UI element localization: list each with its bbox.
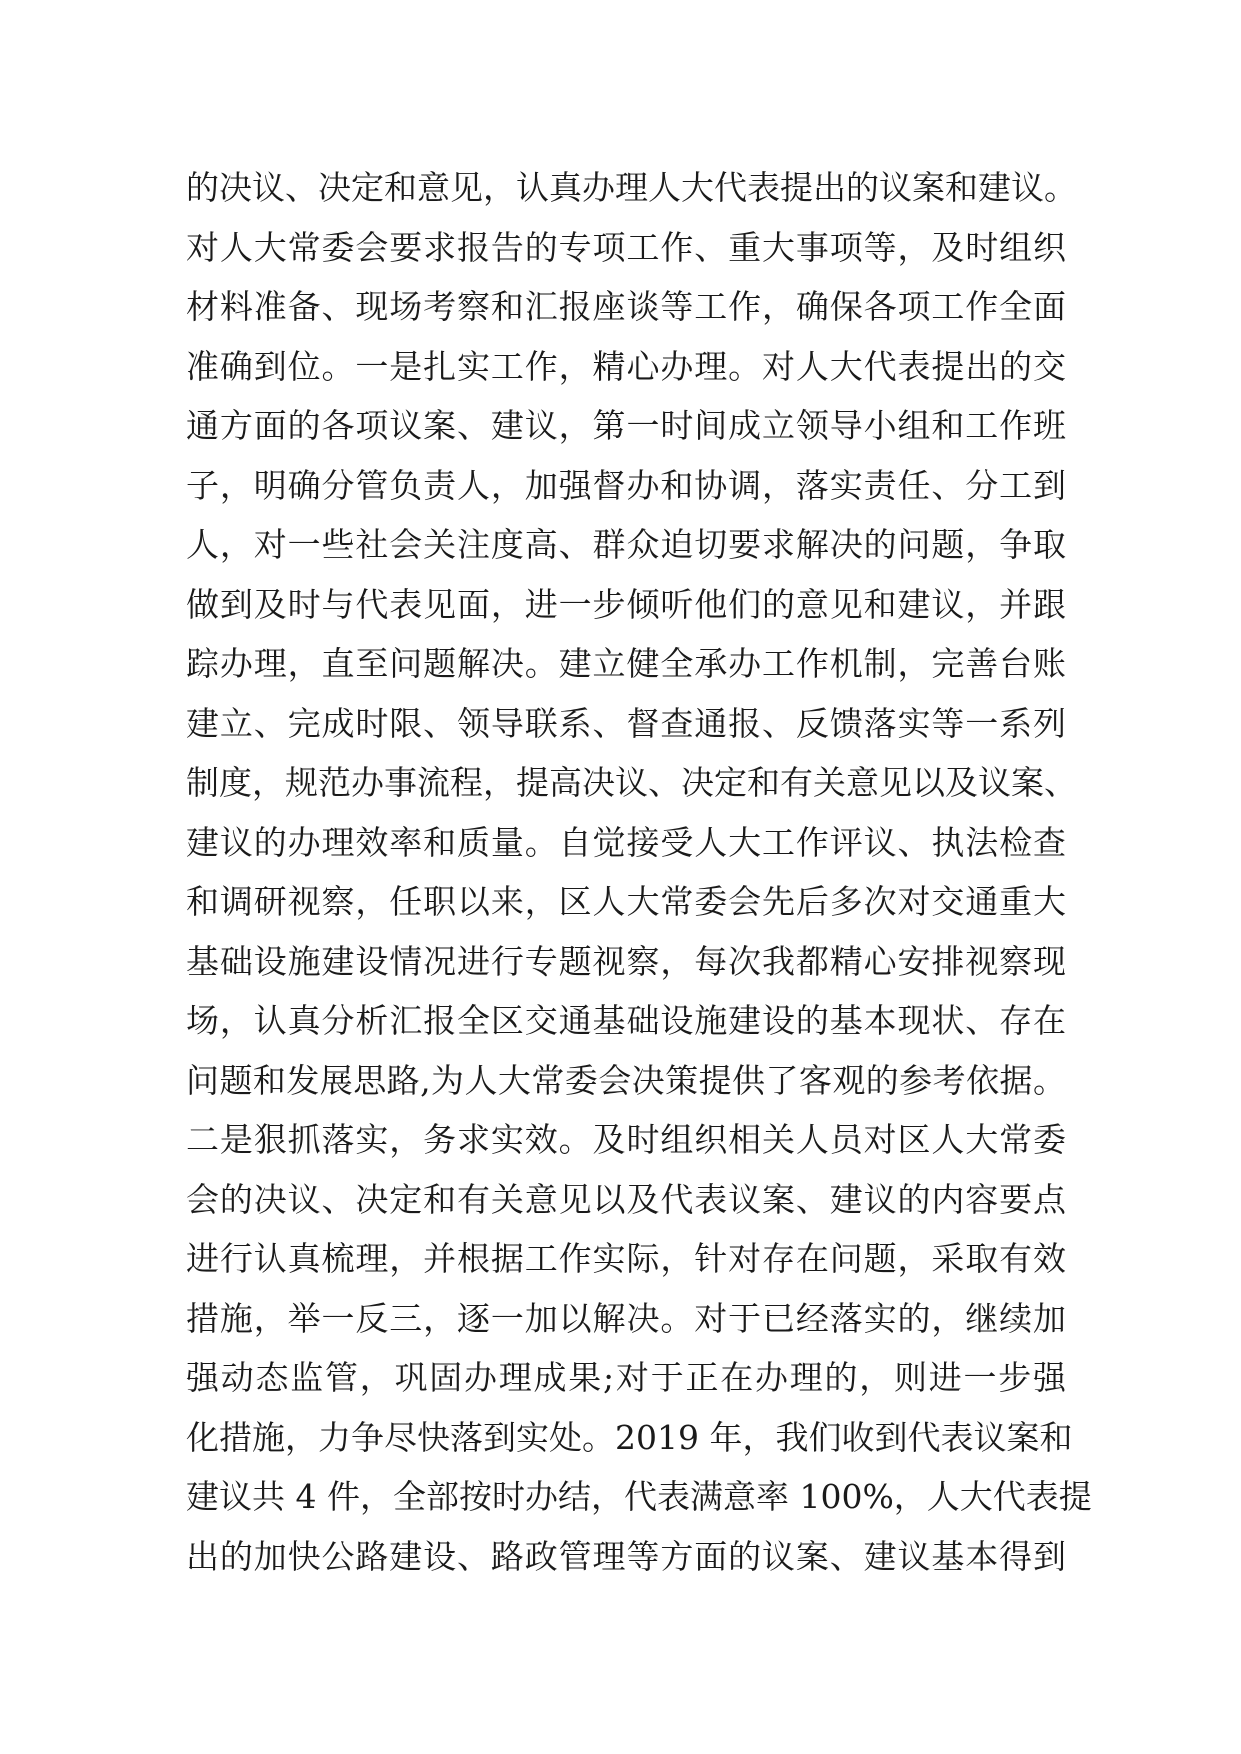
text-line: 建议共 4 件，全部按时办结，代表满意率 100%，人大代表提 bbox=[186, 1477, 1092, 1516]
text-line: 场，认真分析汇报全区交通基础设施建设的基本现状、存在 bbox=[186, 1001, 1066, 1040]
text-line: 材料准备、现场考察和汇报座谈等工作，确保各项工作全面 bbox=[186, 287, 1066, 326]
text-line: 准确到位。一是扎实工作，精心办理。对人大代表提出的交 bbox=[186, 346, 1066, 386]
text-line: 人，对一些社会关注度高、群众迫切要求解决的问题，争取 bbox=[186, 525, 1066, 564]
text-line: 问题和发展思路,为人大常委会决策提供了客观的参考依据。 bbox=[186, 1060, 1066, 1100]
text-line: 对人大常委会要求报告的专项工作、重大事项等，及时组织 bbox=[186, 227, 1066, 267]
text-line: 和调研视察，任职以来，区人大常委会先后多次对交通重大 bbox=[186, 882, 1066, 921]
text-line: 通方面的各项议案、建议，第一时间成立领导小组和工作班 bbox=[186, 406, 1066, 445]
text-line: 化措施，力争尽快落到实处。2019 年，我们收到代表议案和 bbox=[186, 1417, 1073, 1457]
text-line: 制度，规范办事流程，提高决议、决定和有关意见以及议案、 bbox=[186, 763, 1077, 802]
text-line: 基础设施建设情况进行专题视察，每次我都精心安排视察现 bbox=[186, 941, 1066, 981]
text-line: 子，明确分管负责人，加强督办和协调，落实责任、分工到 bbox=[186, 465, 1066, 505]
text-line: 出的加快公路建设、路政管理等方面的议案、建议基本得到 bbox=[186, 1536, 1066, 1576]
text-line: 的决议、决定和意见，认真办理人大代表提出的议案和建议。 bbox=[186, 168, 1077, 207]
text-line: 踪办理，直至问题解决。建立健全承办工作机制，完善台账 bbox=[186, 644, 1066, 683]
text-line: 建议的办理效率和质量。自觉接受人大工作评议、执法检查 bbox=[186, 822, 1066, 862]
body-text bbox=[186, 158, 1092, 1586]
text-line: 做到及时与代表见面，进一步倾听他们的意见和建议，并跟 bbox=[186, 584, 1066, 624]
text-line: 措施，举一反三，逐一加以解决。对于已经落实的，继续加 bbox=[186, 1298, 1066, 1338]
text-line: 强动态监管，巩固办理成果;对于正在办理的，则进一步强 bbox=[186, 1358, 1066, 1397]
text-line: 建立、完成时限、领导联系、督查通报、反馈落实等一系列 bbox=[186, 703, 1066, 743]
text-line: 会的决议、决定和有关意见以及代表议案、建议的内容要点 bbox=[186, 1179, 1066, 1219]
text-line: 进行认真梳理，并根据工作实际，针对存在问题，采取有效 bbox=[186, 1239, 1066, 1278]
text-line: 二是狠抓落实，务求实效。及时组织相关人员对区人大常委 bbox=[186, 1120, 1066, 1159]
